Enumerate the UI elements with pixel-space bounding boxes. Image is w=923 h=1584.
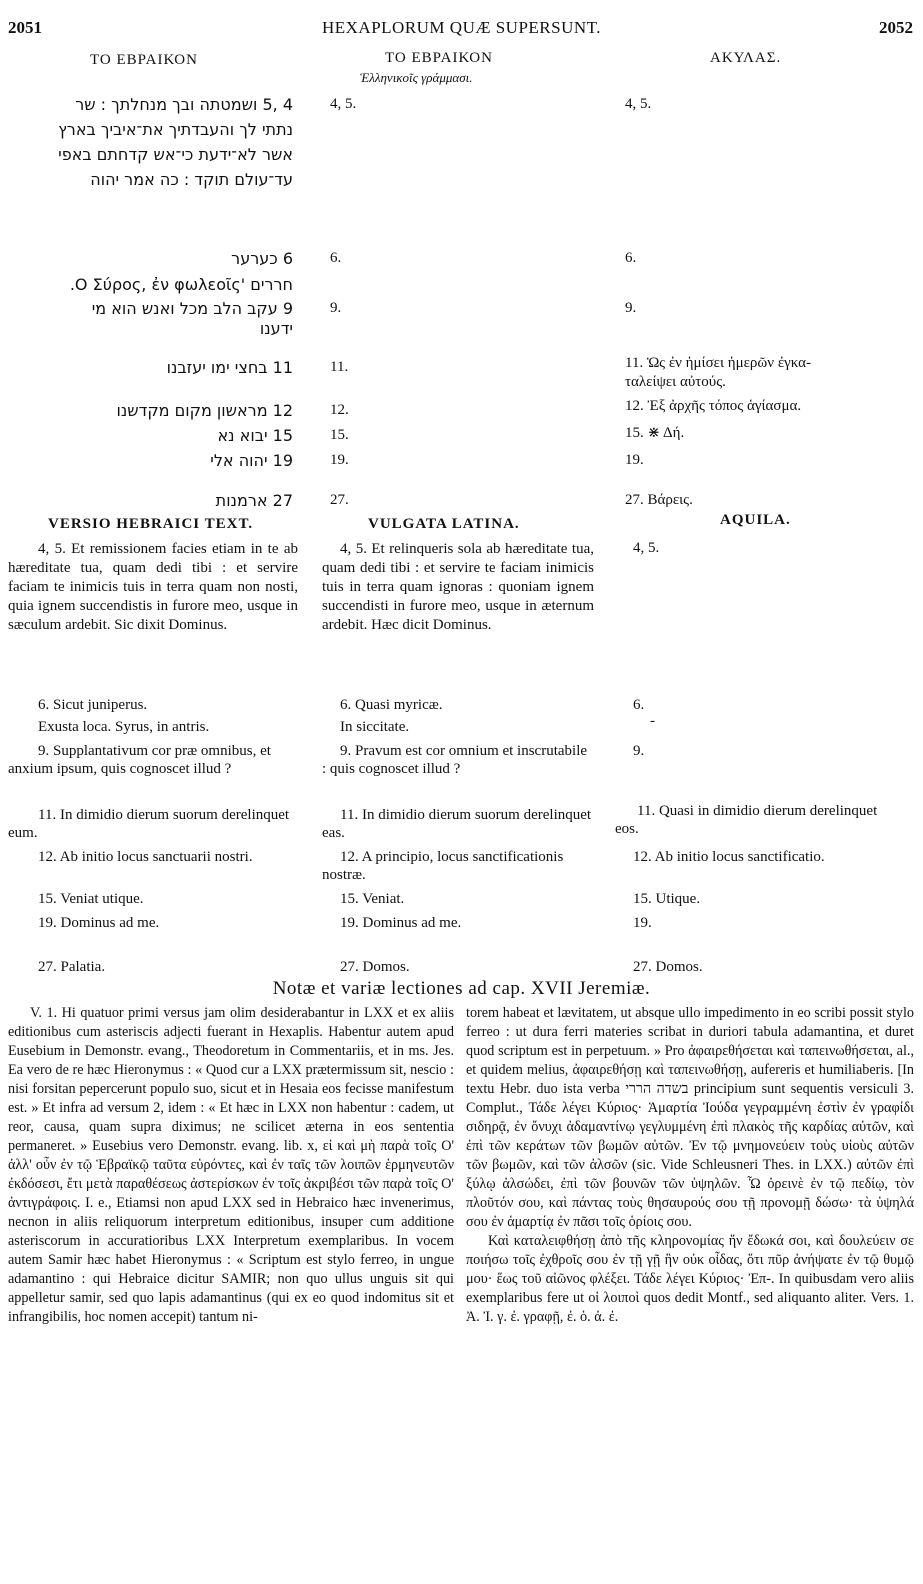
vulgata-row: 27. Domos. [340,959,410,975]
notes-left-column [8,1004,454,1327]
verse-ref: 19. [330,452,349,468]
vulgata-row: In siccitate. [340,719,410,735]
aquila-row: 27. Domos. [633,959,703,975]
hebrew-line: עד־עולם תוקד : כה אמר יהוה [90,170,293,189]
notes-right-column [466,1004,914,1327]
versio-row: 11. In dimidio dierum suorum derelinquet eum. [8,807,290,841]
hebrew-line: נתתי לך והעבדתיך את־איביך בארץ [58,120,293,139]
col-head-hebrew-greek: ΤΟ ΕΒΡΑΙΚΟΝ [385,50,493,66]
aquila-row: - [650,713,655,729]
hebrew-line: 6 כערער [231,249,293,268]
col-head-hebrew: ΤΟ ΕΒΡΑΙΚΟΝ [90,52,198,68]
hebrew-line: 4 ,5 ושמטתה ובך מנחלתך : שר [75,95,293,114]
versio-row: 19. Dominus ad me. [38,915,160,931]
page-number-right: 2052 [879,18,913,37]
verse-ref: 9. [625,300,637,316]
verse-ref: 6. [330,250,342,266]
verse-ref: 11. [330,359,349,375]
verse-ref: 15. [330,427,349,443]
versio-row: 9. Supplantativum cor præ omnibus, et anxium ipsum, quis cognoscet illud ? [8,743,271,777]
verse-ref: 4, 5. [330,96,357,112]
aquila-reading: 12. Ἐξ ἀρχῆς τόπος ἁγίασμα. [625,398,802,414]
aquila-row: 9. [633,743,645,759]
hebrew-line: 27 ארמנות [215,491,293,510]
section-head-versio: VERSIO HEBRAICI TEXT. [48,516,254,532]
versio-row: 27. Palatia. [38,959,106,975]
aquila-row: 12. Ab initio locus sanctificatio. [633,849,825,865]
hebrew-line: אשר לא־ידעת כי־אש קדחתם באפי [58,145,293,164]
section-head-vulgata: VULGATA LATINA. [368,516,520,532]
verse-ref: 19. [625,452,644,468]
hebrew-line: 19 יהוה אלי [210,451,293,470]
aquila-row: 6. [633,697,645,713]
aquila-reading: 27. Βάρεις. [625,492,693,508]
verse-ref: 6. [625,250,637,266]
hebrew-line: 15 יבוא נא [217,426,293,445]
versio-row: 15. Veniat utique. [38,891,144,907]
verse-ref: 12. [330,402,349,418]
page-number-left: 2051 [8,18,42,37]
col-head-hebrew-greek-sub: Ἑλληνικοῖς γράμμασι. [360,70,473,85]
section-head-aquila: AQUILA. [720,512,791,528]
vulgata-row: 11. In dimidio dierum suorum derelinquet eas. [322,807,592,841]
hebrew-line: 12 מראשון מקום מקדשנו [116,401,293,420]
note-paragraph: Καὶ καταλειφθήσῃ ἀπὸ τῆς κληρονομίας ἥν ἔδωκά σοι, καὶ δουλεύειν σε ποιήσω τοῖς ἐχθροῖς σου ἐν τῇ γῇ ἣν οὐκ οἶδας, ὅτι πῦρ ἀνήψατε ἐν τῷ θυμῷ μου· ἕως τοῦ αἰῶνος φλέξει. Τάδε λέγει Κύριος· Ἐπ-. In quibusdam vero aliis exemplaribus fere ut οἱ λοιποὶ quos dedit Montf., sed aliquanto aliter. Vers. 1. Ἀ. Ἰ. γ. ἐ. γραφῇ, ἐ. ὁ. ἀ. ἐ. [466,1233,914,1325]
hebrew-line: חררים 'Ο Σύρος, ἐν φωλεοῖς. [69,275,293,294]
aquila-row: 15. Utique. [633,891,701,907]
note-paragraph: torem habeat et lævitatem, ut absque ullo impedimento in eo scribi possit stylo ferreo : ut dura ferri materies scribat in duriori tabula adamantina, et duret quod scriptum est in perpetuum. » Pro ἀφαιρεθήσεται καὶ ταπεινωθήσεται, al., et quidem melius, ἀφαιρεθήσῃ καὶ ταπεινωθήσῃ, aufereris et humiliaberis. [In textu Hebr. duo ista verba בשדה הררי principium sunt sequentis versiculi 3. Complut., Τάδε λέγει Κύριος· Ἁμαρτία Ἰούδα γεγραμμένη ἐστὶν ἐν γραφίδι σιδηρᾷ, ἐν ὄνυχι ἀδαμαντίνῳ γεγλυμμένη ἐπὶ πλακὸς τῆς καρδίας αὐτῶν, καὶ ἐπὶ τῶν κεράτων τῶν βωμῶν αὐτῶν. Ἐν τῷ μνημονεύειν τοὺς υἱοὺς αὐτῶν τῶν βωμῶν, καὶ τῶν ἀλσῶν (sic. Vide Schleusneri Thes. in LXX.) αὐτῶν ἐπὶ ξύλῳ ἀλσώδει, ἐπὶ τῶν βουνῶν τῶν ὑψηλῶν. Ὦ ὀρεινὲ ἐν τῷ πεδίῳ, τὸν πλοῦτόν σου, καὶ πάντας τοὺς θησαυρούς σου τῇ προνομῇ δώσω· τὰ ὑψηλά σου ἐν ἁμαρτίᾳ ἐν πᾶσι τοῖς ὁρίοις σου. [466,1005,915,1230]
vulgata-paragraph: 4, 5. Et relinqueris sola ab hæreditate tua, quam dedi tibi : et servire te faciam inimicis tuis in terra quam ignoras : quoniam ignem succendisti in furore meo, usque in æternum ardebit. Hæc dicit Dominus. [322,541,594,633]
verse-ref: 4, 5. [625,96,652,112]
hebrew-verse-block [8,92,293,192]
vulgata-row: 9. Pravum est cor omnium et inscrutabile : quis cognoscet illud ? [322,743,588,777]
aquila-reading: 15. ⋇ Δή. [625,425,685,441]
versio-paragraph: 4, 5. Et remissionem facies etiam in te ab hæreditate tua, quam dedi tibi : et servire faciam te inimicis tuis in terra quam non nosti, quia ignem succendistis in furore meo, usque in sæculum ardebit. Sic dixit Dominus. [8,541,298,633]
hebrew-line: 9 עקב הלב מכל ואנש הוא מי [91,299,293,318]
hebrew-line: 11 בחצי ימו יעזבנו [166,358,293,377]
aquila-row: 11. Quasi in dimidio dierum derelinquet eos. [615,803,878,837]
verse-ref: 27. [330,492,349,508]
vulgata-row: 12. A principio, locus sanctificationis nostræ. [322,849,564,883]
vulgata-row: 6. Quasi myricæ. [340,697,443,713]
notes-title: Notæ et variæ lectiones ad cap. XVII Jeremiæ. [272,978,651,999]
col-head-aquila: ΑΚΥΛΑΣ. [710,50,782,66]
aquila-row: 19. [633,915,652,931]
versio-row: Exusta loca. Syrus, in antris. [38,719,210,735]
versio-row: 12. Ab initio locus sanctuarii nostri. [38,849,253,865]
verse-ref: 9. [330,300,342,316]
aquila-reading: 11. Ὡς ἐν ἡμίσει ἡμερῶν ἐγκα- [625,355,812,371]
aquila-reading: ταλείψει αὐτούς. [625,374,726,390]
vulgata-row: 19. Dominus ad me. [340,915,462,931]
note-paragraph: V. 1. Hi quatuor primi versus jam olim desiderabantur in LXX et ex aliis editionibus cum asteriscis adjecti fuerant in Hexaplis. Habentur autem apud Eusebium in Demonstr. evang., Theodoretum in Commentariis, et in ms. Jes. Ea vero de re hæc Hieronymus : « Quod cur a LXX prætermissum sit, nescio : nisi forsitan pepercerunt populo suo, sicut et in Hesaia eos fecisse manifestum est. » Et infra ad versum 2, idem : « Et hæc in LXX non habentur : cadem, ut reor, causa, quam supra diximus; ne scilicet æterna in eos sententia permaneret. » Eusebius vero Demonstr. evang. lib. x, εἰ καὶ μὴ παρὰ τοῖς Ο' ἀλλ' οὖν ἐν τῷ Ἑβραϊκῷ ταῦτα εὑρόντες, καὶ ἐν ταῖς τῶν λοιπῶν ἑρμηνευτῶν ἐκδόσεσι, ἔτι μετὰ παραθέσεως ἀστερίσκων ἐν τοῖς ἀκριβέσι τῶν παρὰ τοῖς Ο' ἀντιγράφοις. I. e., Etiamsi non apud LXX sed in Hebraico hæc invenerimus, necnon in aliis reliquorum interpretum editionibus, insuper cum additione asteriscorum in accuratioribus LXX Interpretum exemplaribus. In vocem autem Samir hæc habet Hieronymus : « Scriptum est stylo ferreo, in ungue adamantino : qui Hebraice dicitur SAMIR; non quo ullus unguis sit qui appelletur samir, sed quo lapis adamantinus (qui ex eo quod indomitus sit et infrangibilis, hoc nomen accepit) tantum ni- [8,1005,454,1325]
hebrew-line: ידענו [259,319,293,338]
aquila-paragraph: 4, 5. [633,540,660,556]
vulgata-row: 15. Veniat. [340,891,405,907]
versio-row: 6. Sicut juniperus. [38,697,148,713]
running-title: HEXAPLORUM QUÆ SUPERSUNT. [321,18,602,37]
